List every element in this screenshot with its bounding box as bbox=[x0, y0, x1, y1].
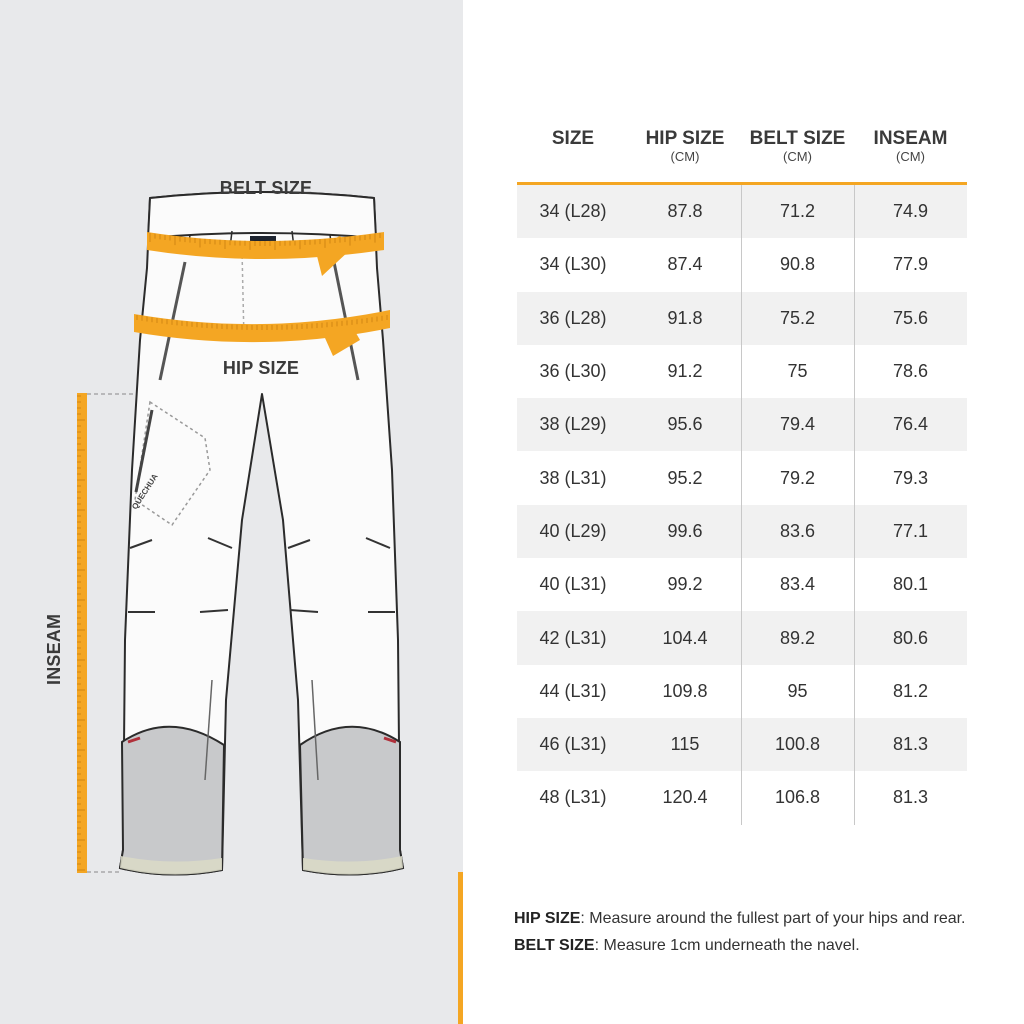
cell-inseam: 77.9 bbox=[892, 254, 929, 275]
cell-size: 40 (L31) bbox=[539, 574, 607, 595]
cell-inseam: 80.1 bbox=[892, 574, 929, 595]
inseam-label: INSEAM bbox=[44, 613, 64, 685]
table-row bbox=[517, 398, 967, 451]
cell-belt: 75.2 bbox=[779, 307, 816, 328]
cell-hip: 87.8 bbox=[667, 201, 703, 222]
table-body bbox=[517, 185, 967, 825]
cell-size: 48 (L31) bbox=[539, 787, 607, 808]
cell-size: 46 (L31) bbox=[539, 734, 607, 755]
cell-size: 42 (L31) bbox=[539, 627, 607, 648]
table-row bbox=[517, 718, 967, 771]
cell-belt: 71.2 bbox=[779, 201, 816, 222]
cell-hip: 115 bbox=[670, 734, 700, 755]
cell-belt: 79.4 bbox=[779, 414, 816, 435]
cell-size: 38 (L29) bbox=[539, 414, 607, 435]
cell-hip: 99.2 bbox=[667, 574, 703, 595]
pants-illustration bbox=[0, 0, 463, 1024]
cell-size: 36 (L28) bbox=[539, 307, 607, 328]
cell-size: 40 (L29) bbox=[539, 520, 607, 541]
table-header bbox=[517, 128, 967, 185]
table-row bbox=[517, 451, 967, 504]
table-row bbox=[517, 611, 967, 664]
cell-belt: 90.8 bbox=[779, 254, 816, 275]
cell-belt: 75 bbox=[787, 361, 808, 382]
belt-size-label: BELT SIZE bbox=[219, 178, 313, 198]
cell-belt: 79.2 bbox=[779, 467, 816, 488]
knee-patches bbox=[120, 727, 403, 875]
cell-hip: 120.4 bbox=[662, 787, 708, 808]
cell-belt: 83.4 bbox=[779, 574, 816, 595]
brand-text: QUECHUA bbox=[130, 472, 160, 512]
cell-inseam: 77.1 bbox=[892, 520, 929, 541]
table-row bbox=[517, 505, 967, 558]
cell-inseam: 80.6 bbox=[892, 627, 929, 648]
table-row bbox=[517, 558, 967, 611]
cell-inseam: 81.3 bbox=[892, 787, 929, 808]
hip-note: HIP SIZE: Measure around the fullest part of your hips and rear. bbox=[514, 910, 966, 927]
cell-inseam: 81.2 bbox=[892, 680, 929, 701]
belt-note: BELT SIZE: Measure 1cm underneath the navel. bbox=[514, 937, 860, 954]
cell-size: 34 (L28) bbox=[539, 201, 607, 222]
measurement-notes bbox=[514, 905, 994, 959]
cell-hip: 104.4 bbox=[662, 627, 708, 648]
table-row bbox=[517, 771, 967, 824]
table-row bbox=[517, 185, 967, 238]
cell-hip: 109.8 bbox=[662, 680, 708, 701]
hip-size-label: HIP SIZE bbox=[222, 358, 300, 378]
cell-hip: 91.8 bbox=[667, 307, 703, 328]
table-row bbox=[517, 238, 967, 291]
table-row bbox=[517, 665, 967, 718]
cell-hip: 87.4 bbox=[667, 254, 703, 275]
cell-belt: 83.6 bbox=[779, 520, 816, 541]
accent-bar bbox=[458, 872, 463, 1024]
column-divider bbox=[741, 185, 742, 825]
cell-belt: 100.8 bbox=[774, 734, 821, 755]
cell-hip: 95.2 bbox=[667, 467, 703, 488]
cell-belt: 89.2 bbox=[779, 627, 816, 648]
size-chart-table bbox=[517, 128, 967, 825]
table-row bbox=[517, 292, 967, 345]
cell-hip: 91.2 bbox=[667, 361, 703, 382]
cell-hip: 99.6 bbox=[667, 520, 703, 541]
cell-size: 38 (L31) bbox=[539, 467, 607, 488]
table-row bbox=[517, 345, 967, 398]
cell-inseam: 79.3 bbox=[892, 467, 929, 488]
header-belt-size: BELT SIZE (CM) bbox=[749, 128, 846, 164]
cell-inseam: 76.4 bbox=[892, 414, 929, 435]
cell-inseam: 81.3 bbox=[892, 734, 929, 755]
cell-inseam: 78.6 bbox=[892, 361, 929, 382]
cell-inseam: 75.6 bbox=[892, 307, 929, 328]
cell-size: 44 (L31) bbox=[539, 680, 607, 701]
cell-belt: 95 bbox=[787, 680, 808, 701]
header-size: SIZE bbox=[551, 128, 595, 149]
cell-size: 34 (L30) bbox=[539, 254, 607, 275]
header-inseam: INSEAM (CM) bbox=[873, 128, 948, 164]
column-divider bbox=[854, 185, 855, 825]
cell-inseam: 74.9 bbox=[892, 201, 929, 222]
cell-size: 36 (L30) bbox=[539, 361, 607, 382]
cell-belt: 106.8 bbox=[774, 787, 821, 808]
header-hip-size: HIP SIZE (CM) bbox=[645, 128, 725, 164]
cell-hip: 95.6 bbox=[667, 414, 703, 435]
